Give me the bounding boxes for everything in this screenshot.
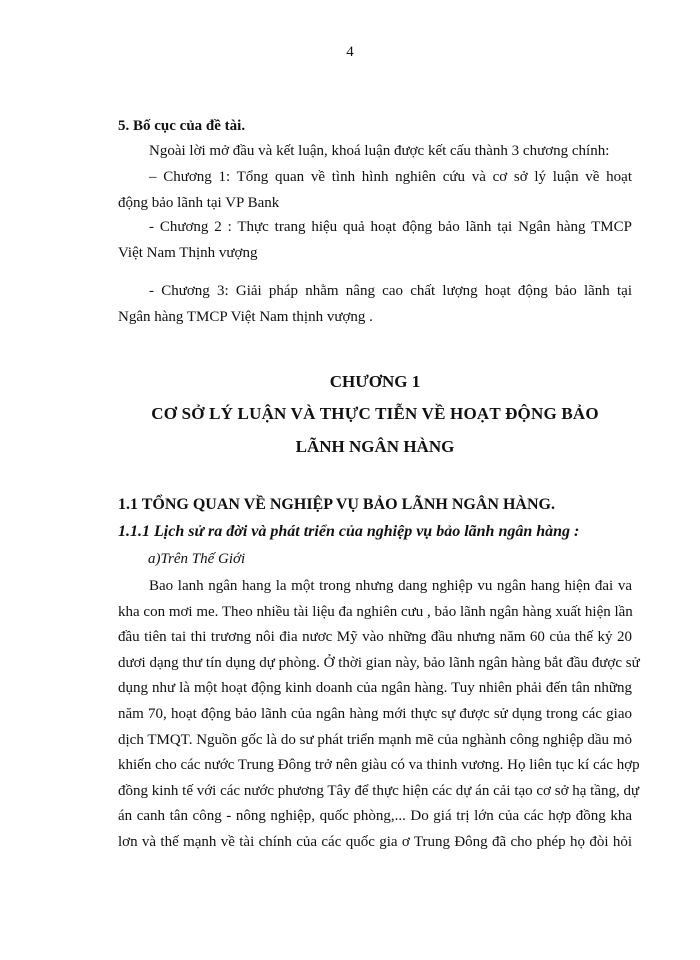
chapter-number: CHƯƠNG 1 (329, 372, 421, 391)
body-line: Bao lanh ngân hang la một trong nhưng dang nghiệp vu ngân hang hiện đai va (149, 578, 632, 594)
page-number: 4 (346, 44, 354, 60)
body-paragraph (118, 574, 640, 856)
chapter-1-outline-line-2: động bảo lãnh tại VP Bank (118, 195, 280, 211)
chapter-2-outline-item (118, 214, 632, 266)
chapter-3-outline-line-2: Ngân hàng TMCP Việt Nam thịnh vượng . (118, 309, 373, 325)
section-1-1-1-heading: 1.1.1 Lịch sử ra đời và phát triển của nghiệp vụ bảo lãnh ngân hàng : (118, 523, 580, 540)
chapter-title-line-1: CƠ SỞ LÝ LUẬN VÀ THỰC TIỄN VỀ HOẠT ĐỘNG BẢO (151, 404, 599, 423)
chapter-1-outline-item (118, 164, 632, 216)
body-line: lơn và thế mạnh về tài chính của các quốc gia ơ Trung Đông đã cho phép họ đòi hỏi (118, 833, 632, 850)
body-line: đồng kinh tế với các nước phương Tây để thực hiện các dự án cải tạo cơ sở hạ tầng, dự (118, 782, 640, 799)
chapter-3-outline-item (118, 278, 632, 330)
body-line: kha con mơi me. Theo nhiều tài liệu đa nghiên cưu , bảo lãnh ngân hàng xuất hiện lần (118, 603, 633, 620)
section-5-intro-paragraph (118, 138, 632, 164)
chapter-title-line-2: LÃNH NGÂN HÀNG (295, 437, 455, 456)
section-5-heading: 5. Bố cục của đề tài. (118, 118, 246, 134)
body-line: án canh tân công - nông nghiệp, quốc phòng,... Do giá trị lớn của các hợp đồng kha (118, 808, 632, 825)
chapter-3-outline-line-1: - Chương 3: Giải pháp nhằm nâng cao chất lượng hoạt động bảo lãnh tại (149, 283, 632, 299)
chapter-2-outline-line-1: - Chương 2 : Thực trang hiệu quả hoạt động bảo lãnh tại Ngân hàng TMCP (149, 219, 632, 235)
intro-line: Ngoài lời mở đầu và kết luận, khoá luận được kết cấu thành 3 chương chính: (149, 143, 610, 159)
section-1-1-heading: 1.1 TỔNG QUAN VỀ NGHIỆP VỤ BẢO LÃNH NGÂN HÀNG. (118, 496, 555, 513)
chapter-1-outline-line-1: – Chương 1: Tổng quan về tình hình nghiên cứu và cơ sở lý luận về hoạt (149, 169, 632, 185)
body-line: năm 70, hoạt động bảo lãnh của ngân hàng mới thực sự được sử dụng trong các giao (118, 705, 632, 722)
subsection-a-heading: a)Trên Thế Giới (148, 551, 246, 567)
body-line: dươi dạng thư tín dụng dự phòng. Ở thời gian này, bảo lãnh ngân hàng bắt đầu được sử (118, 654, 640, 671)
body-line: đầu tiên tai thi trương nôi đia nươc Mỹ vào những đầu nhưng năm 60 của thế kỷ 20 (118, 629, 632, 646)
body-line: dịch TMQT. Nguồn gốc là do sư phát triển mạnh mẽ của nghành công nghiệp dầu mỏ (118, 731, 632, 748)
chapter-2-outline-line-2: Việt Nam Thịnh vượng (118, 245, 258, 261)
body-line: dụng như là một hoạt động kinh doanh của ngân hàng. Tuy nhiên phải đến tân những (118, 680, 632, 697)
body-line: khiến cho các nước Trung Đông trở nên giàu có va thinh vương. Họ liên tục kí các hợp (118, 757, 640, 774)
